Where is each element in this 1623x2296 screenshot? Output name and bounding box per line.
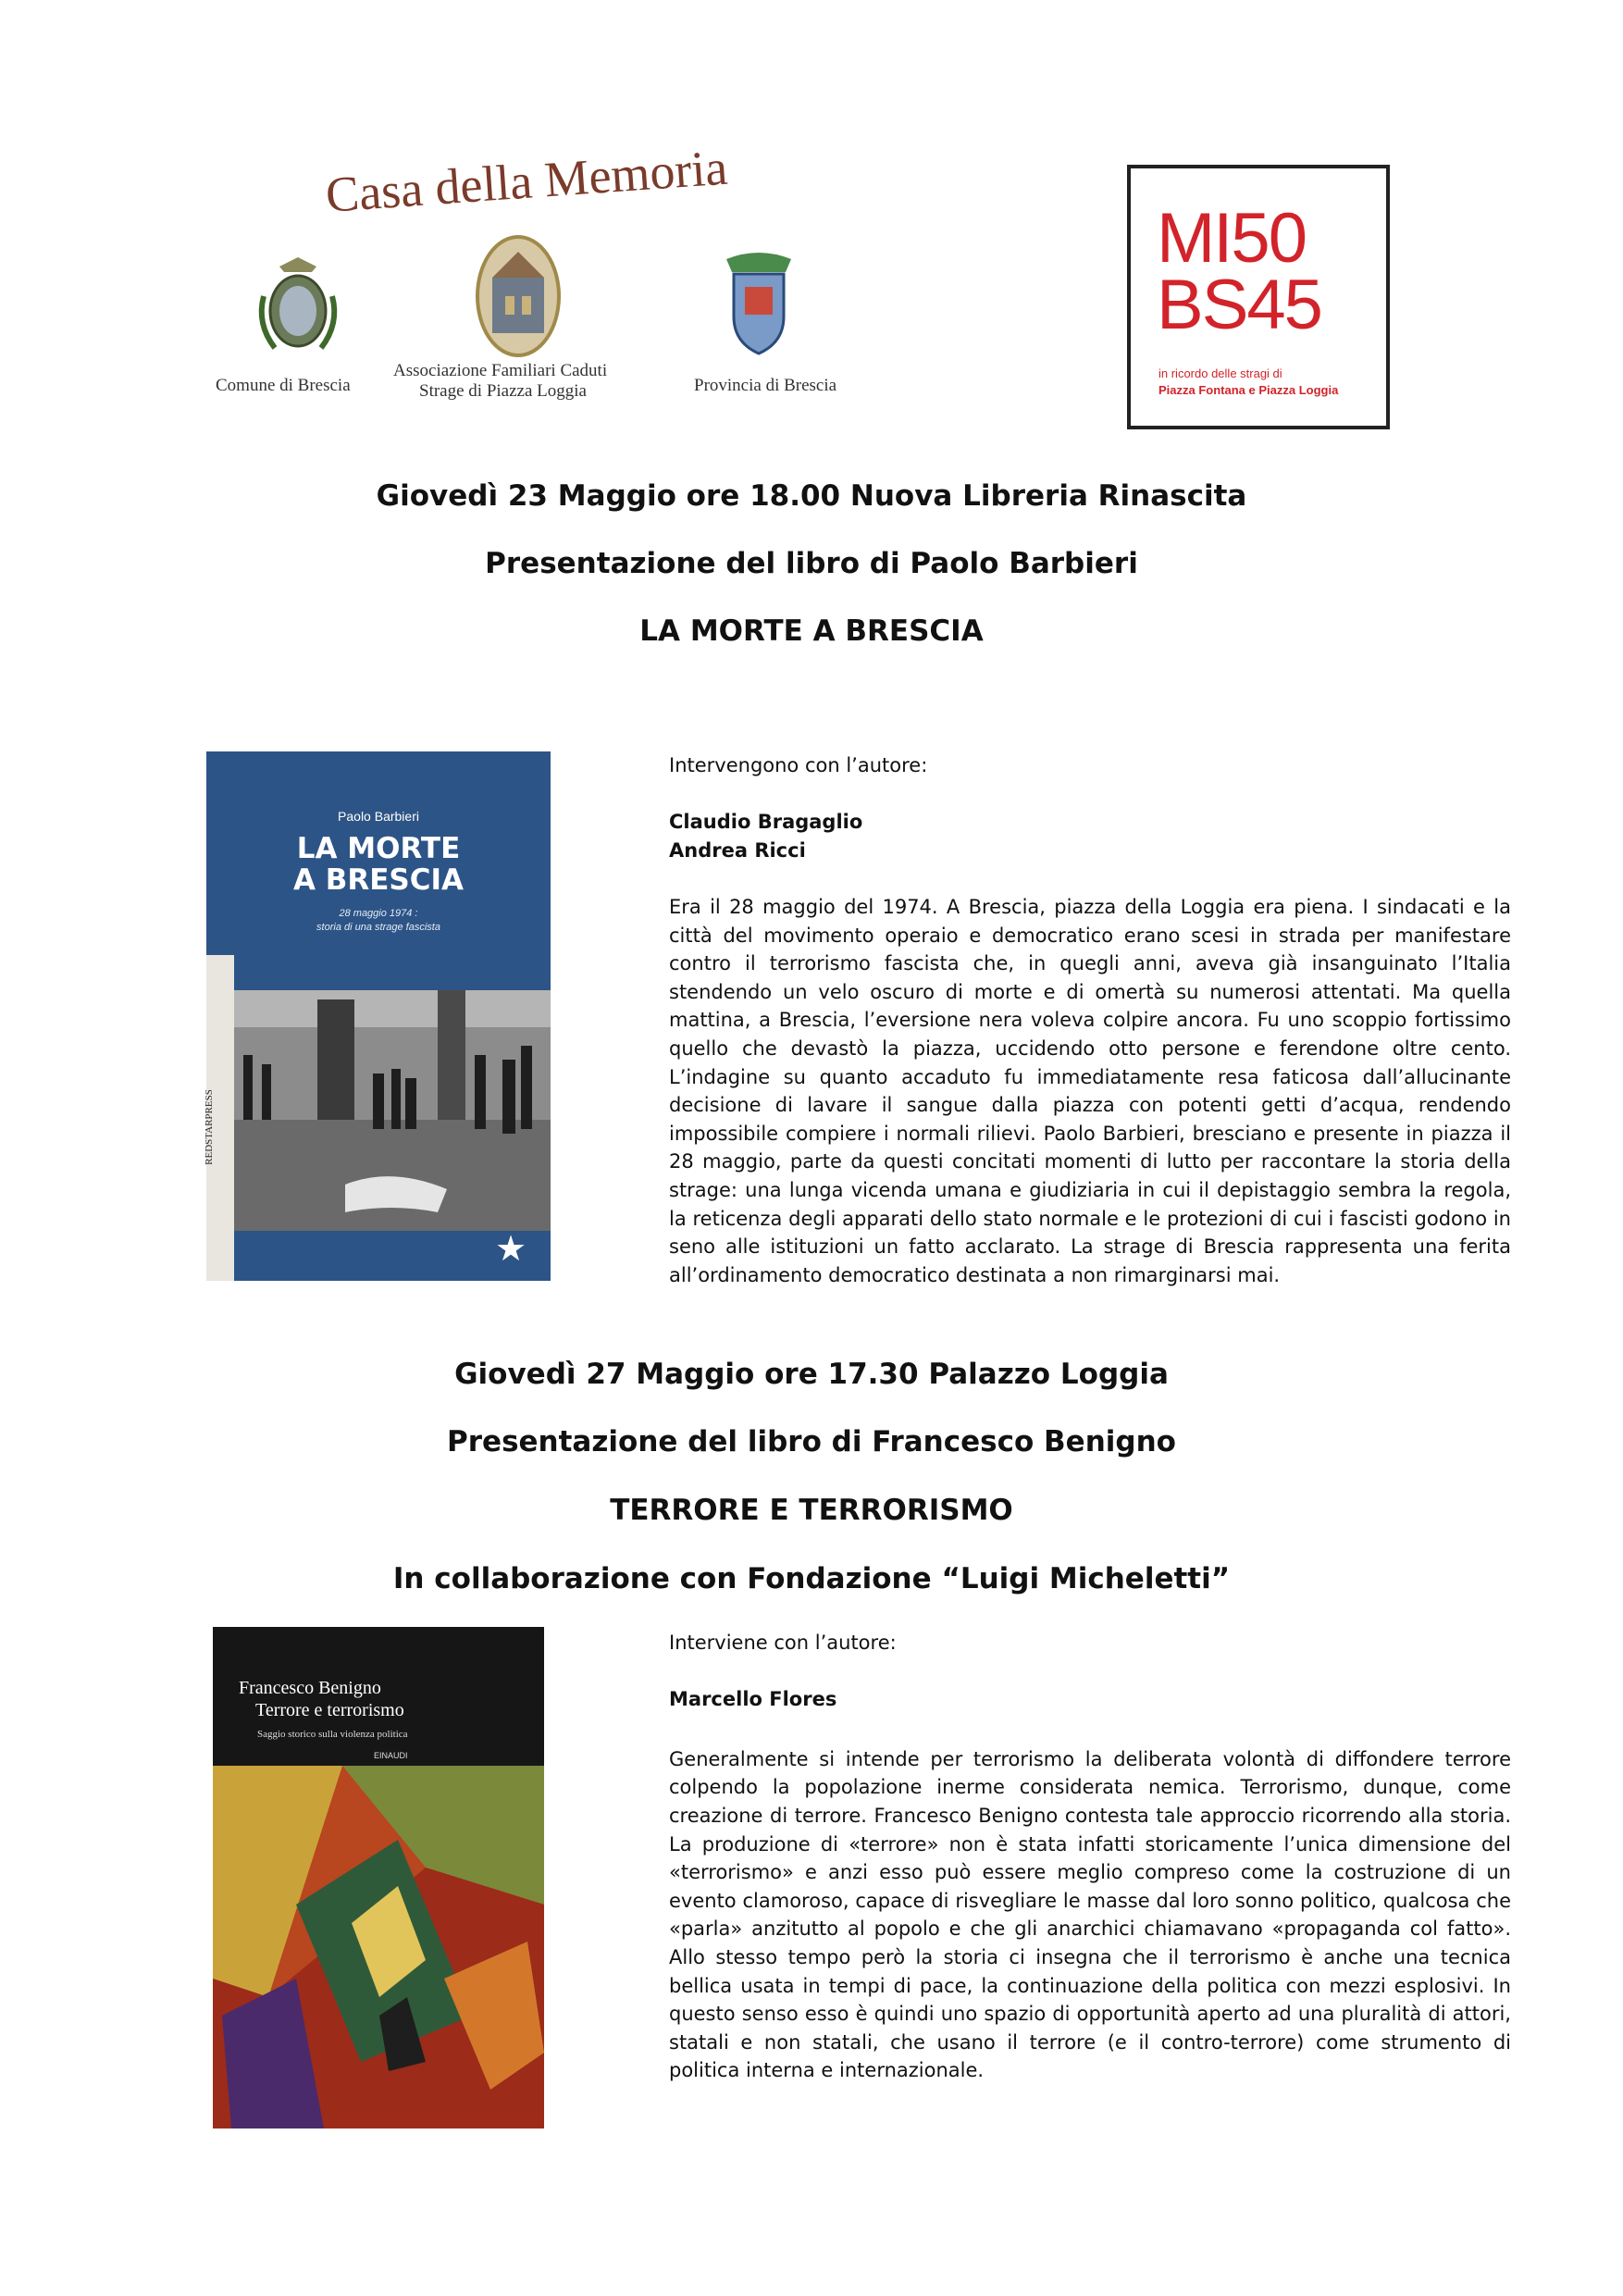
cover1-author: Paolo Barbieri	[338, 809, 419, 824]
mi-logo-small1: in ricordo delle stragi di	[1158, 366, 1282, 380]
association-crest-icon	[472, 231, 564, 361]
event1-speaker-2: Andrea Ricci	[669, 838, 806, 862]
crest-caption-association-line1: Associazione Familiari Caduti	[393, 361, 608, 380]
provincia-crest-icon	[708, 250, 810, 361]
event1-heading-date: Giovedì 23 Maggio ore 18.00 Nuova Libreria Rinascita	[376, 479, 1247, 513]
star-icon: ★	[495, 1228, 527, 1269]
cover1-title	[206, 833, 551, 896]
cover1-subtitle	[206, 907, 551, 935]
book-cover-la-morte-a-brescia	[203, 751, 551, 1281]
mi-logo-small2: Piazza Fontana e Piazza Loggia	[1158, 383, 1339, 397]
book-cover-terrore-e-terrorismo	[213, 1627, 544, 2128]
cover2-publisher: EINAUDI	[374, 1751, 408, 1760]
crest-caption-association-line2: Strage di Piazza Loggia	[419, 381, 587, 401]
casa-della-memoria-logo	[208, 139, 874, 407]
cover1-publisher: REDSTARPRESS	[203, 1089, 215, 1165]
crest-caption-provincia: Provincia di Brescia	[694, 376, 837, 395]
crest-caption-comune: Comune di Brescia	[216, 376, 351, 395]
cover1-sub-line1: 28 maggio 1974 :	[339, 908, 418, 919]
casa-title: Casa della Memoria	[324, 139, 730, 223]
event1-speaker-1: Claudio Bragaglio	[669, 811, 863, 834]
event2-text	[669, 1629, 1511, 2085]
cover2-author-line1: Francesco Benigno	[239, 1678, 381, 1698]
mi-logo-line1: MI50	[1157, 199, 1306, 278]
cover1-title-line2: A BRESCIA	[292, 863, 465, 897]
event1-text	[669, 751, 1511, 1289]
event2-heading-presentation: Presentazione del libro di Francesco Benigno	[447, 1425, 1176, 1458]
event2-heading-date: Giovedì 27 Maggio ore 17.30 Palazzo Loggia	[454, 1358, 1169, 1391]
event1-description: Era il 28 maggio del 1974. A Brescia, piazza della Loggia era piena. I sindacati e la città del movimento operaio e democratico erano scesi in strada per manifestare contro il terrorismo fascista che, in quegli anni, aveva già insanguinato l’Italia stendendo un velo oscuro di morte e di omertà su numerosi attentati. Ma quella mattina, a Brescia, l’eversione nera voleva colpire ancora. Fu uno scoppio fortissimo quello che devastò la piazza, uccidendo otto persone e ferendone oltre cento. L’indagine su quanto accaduto fu immediatamente resa faticosa dall’allucinante decisione di lavare il sangue dalla piazza con potenti getti d’acqua, rendendo impossibile compiere i normali rilievi. Paolo Barbieri, bresciano e presente in piazza il 28 maggio, parte da questi concitati momenti di lutto per raccontare la storia della strage: una lunga vicenda umana e giudiziaria in cui il depistaggio sembra la regola, la reticenza degli apparati dello stato normale e le protezioni di cui i fascisti godono in seno alle istituzioni un fatto acclarato. La strage di Brescia rappresenta una ferita all’ordinamento democratico destinata a non rimarginarsi mai.	[669, 895, 1511, 1286]
event2-heading-collaboration: In collaborazione con Fondazione “Luigi Micheletti”	[392, 1562, 1231, 1595]
cover1-photo	[203, 990, 551, 1231]
cover1-sub-line2: storia di una strage fascista	[316, 922, 440, 933]
event2-heading-title: TERRORE E TERRORISMO	[610, 1494, 1013, 1527]
mi-logo-line2: BS45	[1157, 266, 1321, 344]
event1-heading-title: LA MORTE A BRESCIA	[639, 614, 984, 648]
event1-intro: Intervengono con l’autore:	[669, 754, 928, 776]
mi50-bs45-logo	[1127, 165, 1390, 429]
event1-heading-presentation: Presentazione del libro di Paolo Barbieri	[485, 547, 1138, 580]
event2-description: Generalmente si intende per terrorismo la deliberata volontà di diffondere terrore colpendo la popolazione inerme considerata nemica. Terrorismo, dunque, come creazione di terrore. Francesco Benigno contesta tale approccio ricorrendo alla storia. La produzione di «terrore» non è stata infatti storicamente l’unica dimensione del «terrorismo» e anzi esso può essere meglio compreso come la costruzione di un evento clamoroso, capace di risvegliare le masse dal loro sonno politico, qualcosa che «parla» anzitutto al popolo e che gli anarchici chiamavano «propaganda col fatto». Allo stesso tempo però la storia ci insegna che il terrorismo è anche una tecnica bellica usata in tempi di pace, la continuazione della politica con mezzi esplosivi. In questo senso esso è quindi uno spazio di opportunità aperto ad una pluralità di attori, statali e non statali, che usano il terrore (e il contro-terrore) come strumento di politica interna e internazionale.	[669, 1747, 1511, 2082]
cover2-author-line2: Terrore e terrorismo	[255, 1700, 404, 1720]
comune-crest-icon	[247, 250, 349, 361]
cover2-subtitle: Saggio storico sulla violenza politica	[257, 1729, 408, 1740]
event2-speaker-1: Marcello Flores	[669, 1688, 837, 1711]
event2-intro: Interviene con l’autore:	[669, 1632, 897, 1654]
cover2-author	[239, 1677, 404, 1721]
cover1-title-line1: LA MORTE	[296, 832, 461, 865]
